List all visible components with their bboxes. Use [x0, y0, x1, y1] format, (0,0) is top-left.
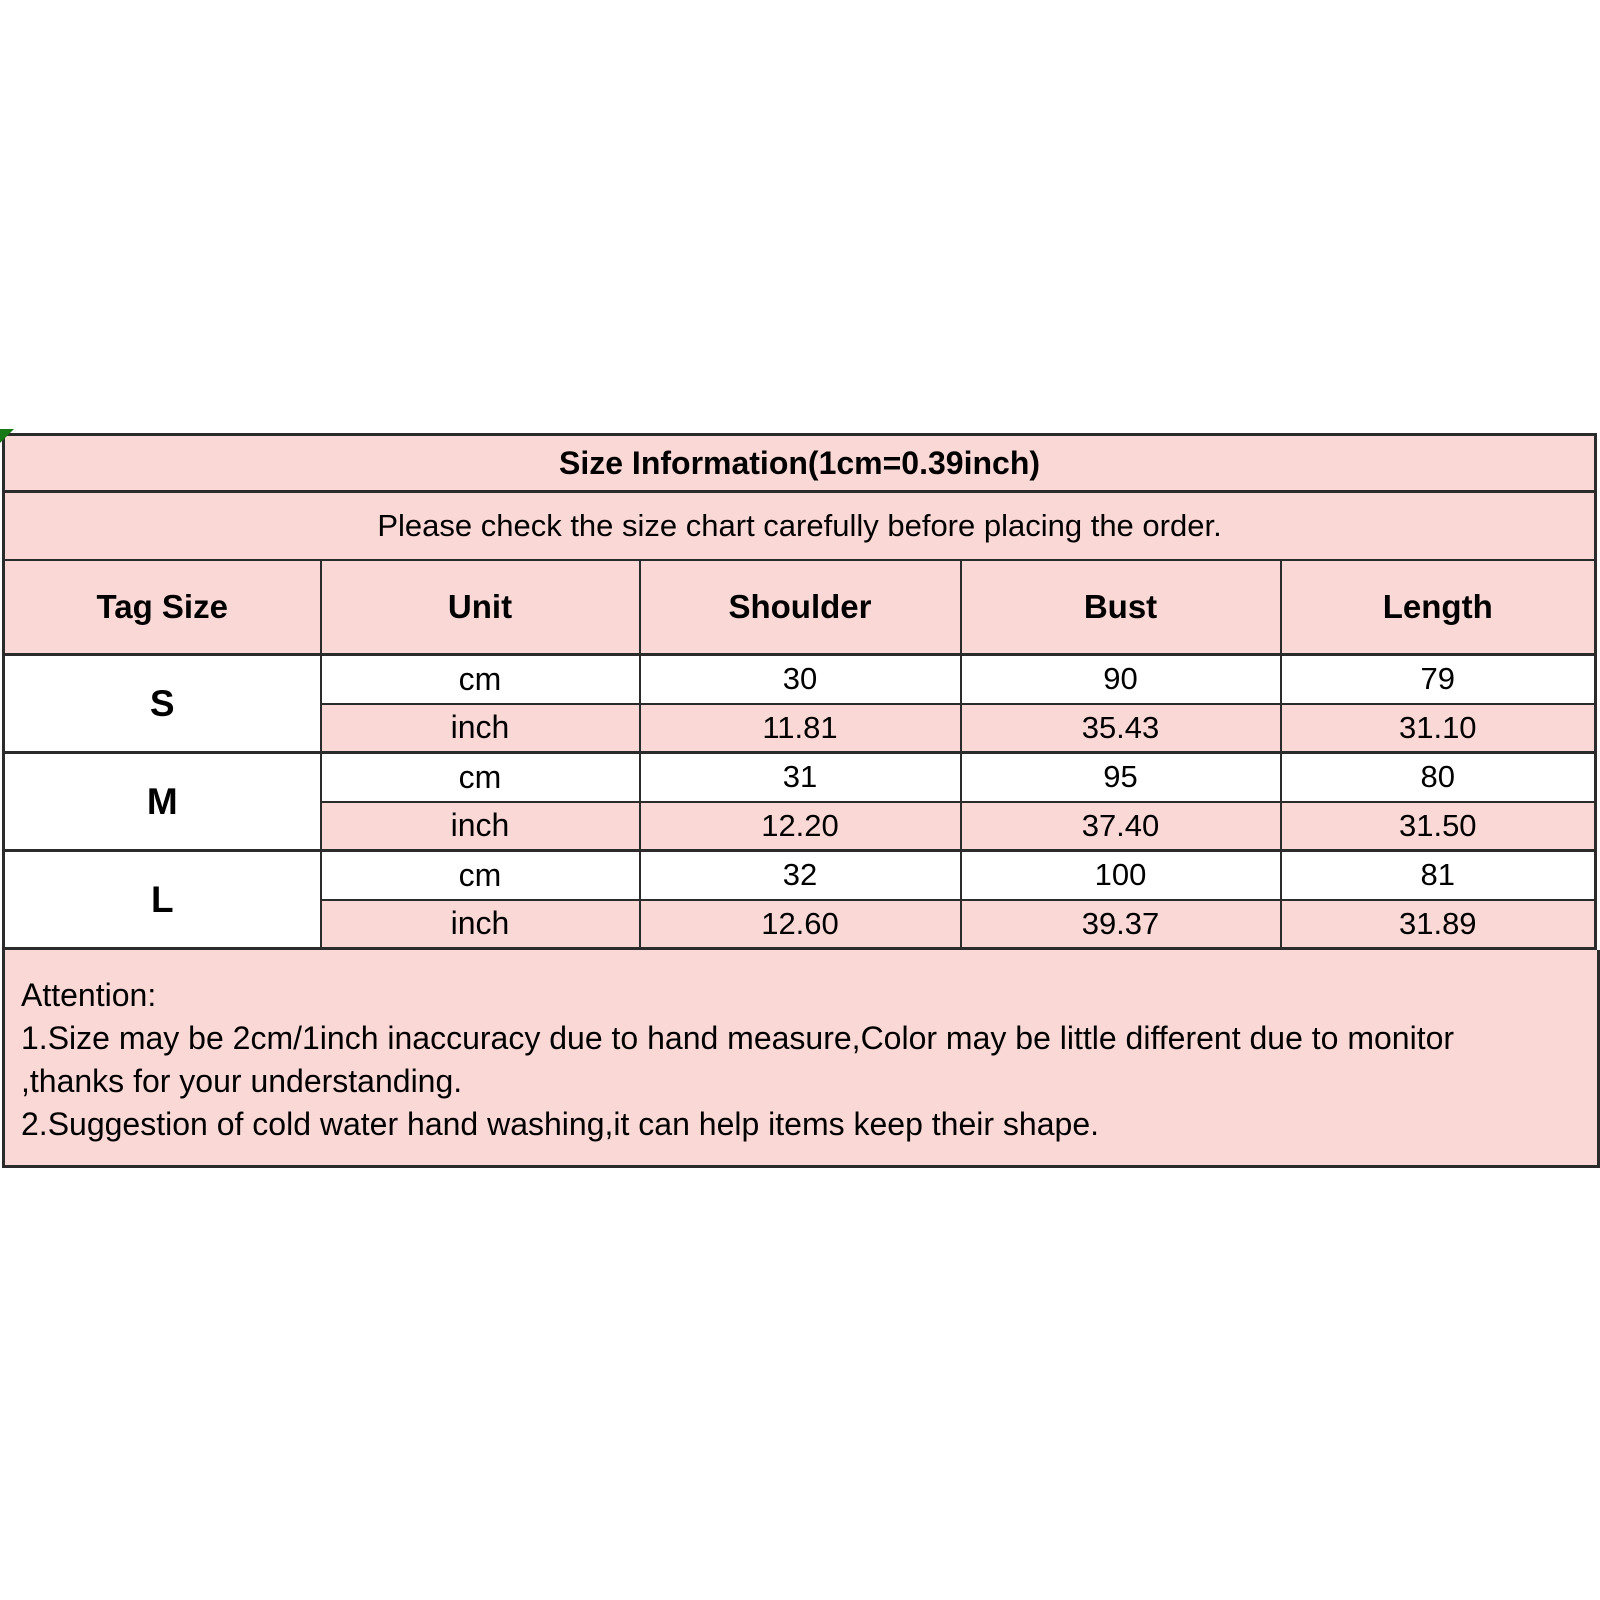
unit-cell: inch	[321, 704, 640, 753]
size-tag-m: M	[4, 753, 321, 851]
table-row	[4, 851, 1596, 900]
table-title: Size Information(1cm=0.39inch)	[4, 435, 1596, 492]
value-cell: 31	[640, 753, 961, 802]
value-cell: 37.40	[961, 802, 1281, 851]
table-subtitle: Please check the size chart carefully before placing the order.	[4, 492, 1596, 560]
value-cell: 100	[961, 851, 1281, 900]
value-cell: 81	[1281, 851, 1596, 900]
unit-cell: inch	[321, 900, 640, 949]
attention-line-1: 1.Size may be 2cm/1inch inaccuracy due to hand measure,Color may be little different due to monitor	[21, 1020, 1455, 1056]
value-cell: 31.89	[1281, 900, 1596, 949]
subtitle-row	[4, 492, 1596, 560]
attention-heading: Attention:	[21, 977, 157, 1013]
value-cell: 12.20	[640, 802, 961, 851]
value-cell: 12.60	[640, 900, 961, 949]
attention-section	[2, 950, 1600, 1168]
value-cell: 31.10	[1281, 704, 1596, 753]
value-cell: 39.37	[961, 900, 1281, 949]
size-table	[2, 433, 1597, 950]
value-cell: 80	[1281, 753, 1596, 802]
size-tag-l: L	[4, 851, 321, 949]
col-header-shoulder: Shoulder	[640, 560, 961, 655]
value-cell: 35.43	[961, 704, 1281, 753]
value-cell: 30	[640, 655, 961, 704]
unit-cell: cm	[321, 655, 640, 704]
table-row	[4, 753, 1596, 802]
header-row	[4, 560, 1596, 655]
col-header-unit: Unit	[321, 560, 640, 655]
value-cell: 31.50	[1281, 802, 1596, 851]
size-tag-s: S	[4, 655, 321, 753]
value-cell: 95	[961, 753, 1281, 802]
table-row	[4, 655, 1596, 704]
col-header-length: Length	[1281, 560, 1596, 655]
unit-cell: cm	[321, 851, 640, 900]
value-cell: 32	[640, 851, 961, 900]
title-row	[4, 435, 1596, 492]
attention-line-3: 2.Suggestion of cold water hand washing,it can help items keep their shape.	[21, 1106, 1099, 1142]
value-cell: 11.81	[640, 704, 961, 753]
col-header-tag-size: Tag Size	[4, 560, 321, 655]
green-corner-marker	[0, 429, 14, 443]
unit-cell: cm	[321, 753, 640, 802]
size-chart-sheet	[2, 433, 1594, 1168]
unit-cell: inch	[321, 802, 640, 851]
value-cell: 90	[961, 655, 1281, 704]
value-cell: 79	[1281, 655, 1596, 704]
attention-line-2: ,thanks for your understanding.	[21, 1063, 463, 1099]
col-header-bust: Bust	[961, 560, 1281, 655]
